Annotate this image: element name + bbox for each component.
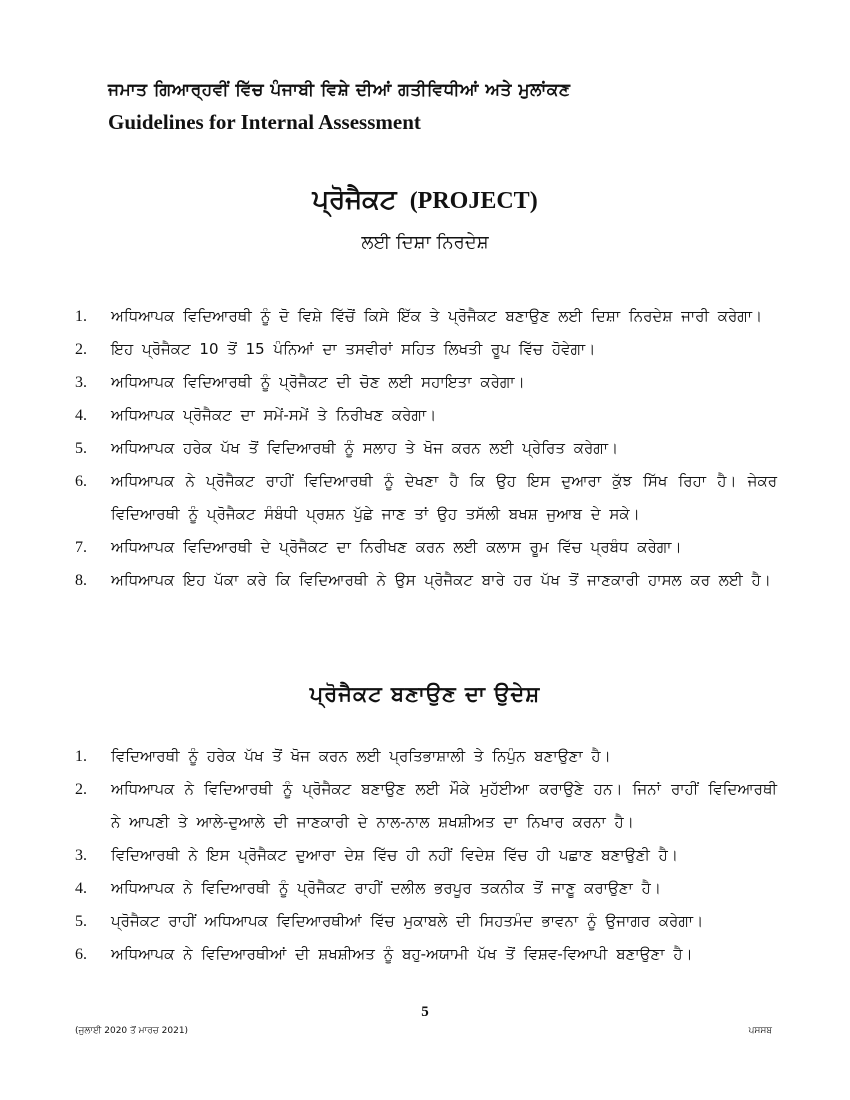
- item-number: 3.: [75, 847, 87, 864]
- item-number: 8.: [75, 572, 87, 589]
- item-text: ਅਧਿਆਪਕ ਵਿਦਿਆਰਥੀ ਦੇ ਪ੍ਰੋਜੈਕਟ ਦਾ ਨਿਰੀਖਣ ਕਰਨ ਲਈ ਕਲਾਸ ਰੂਮ ਵਿੱਚ ਪ੍ਰਬੰਧ ਕਰੇਗਾ।: [111, 538, 682, 556]
- item-text: ਅਧਿਆਪਕ ਵਿਦਿਆਰਥੀ ਨੂੰ ਦੋ ਵਿਸ਼ੇ ਵਿੱਚੋਂ ਕਿਸੇ ਇੱਕ ਤੇ ਪ੍ਰੋਜੈਕਟ ਬਣਾਉਣ ਲਈ ਦਿਸ਼ਾ ਨਿਰਦੇਸ਼ ਜਾਰੀ ਕਰੇਗਾ।: [111, 307, 763, 325]
- item-text: ਵਿਦਿਆਰਥੀ ਨੂੰ ਹਰੇਕ ਪੱਖ ਤੋਂ ਖੋਜ ਕਰਨ ਲਈ ਪ੍ਰਤਿਭਾਸ਼ਾਲੀ ਤੇ ਨਿਪੁੰਨ ਬਣਾਉਣਾ ਹੈ।: [111, 747, 611, 765]
- guidelines-list: [75, 300, 777, 597]
- item-text: ਅਧਿਆਪਕ ਨੇ ਵਿਦਿਆਰਥੀ ਨੂੰ ਪ੍ਰੋਜੈਕਟ ਰਾਹੀਂ ਦਲੀਲ ਭਰਪੂਰ ਤਕਨੀਕ ਤੋਂ ਜਾਣੂ ਕਰਾਉਣਾ ਹੈ।: [111, 879, 661, 897]
- item-text: ਅਧਿਆਪਕ ਨੇ ਵਿਦਿਆਰਥੀ ਨੂੰ ਪ੍ਰੋਜੈਕਟ ਬਣਾਉਣ ਲਈ ਮੌਕੇ ਮੁਹੱਈਆ ਕਰਾਉਣੇ ਹਨ। ਜਿਨਾਂ ਰਾਹੀਂ ਵਿਦਿਆਰਥੀ ਨੇ ਆਪਣੀ ਤੇ ਆਲੇ-ਦੁਆਲੇ ਦੀ ਜਾਣਕਾਰੀ ਦੇ ਨਾਲ-ਨਾਲ ਸ਼ਖਸ਼ੀਅਤ ਦਾ ਨਿਖਾਰ ਕਰਨਾ ਹੈ।: [111, 780, 777, 831]
- header-english: Guidelines for Internal Assessment: [108, 110, 421, 134]
- objectives-list: [75, 740, 777, 971]
- header-punjabi: ਜਮਾਤ ਗਿਆਰ੍ਹਵੀਂ ਵਿੱਚ ਪੰਜਾਬੀ ਵਿਸ਼ੇ ਦੀਆਂ ਗਤੀਵਿਧੀਆਂ ਅਤੇ ਮੁਲਾਂਕਣ: [108, 80, 571, 100]
- list-item: [75, 465, 777, 531]
- item-text: ਇਹ ਪ੍ਰੋਜੈਕਟ 10 ਤੋਂ 15 ਪੰਨਿਆਂ ਦਾ ਤਸਵੀਰਾਂ ਸਹਿਤ ਲਿਖਤੀ ਰੂਪ ਵਿੱਚ ਹੋਵੇਗਾ।: [111, 340, 596, 358]
- item-number: 5.: [75, 913, 87, 930]
- list-item: [75, 740, 777, 773]
- item-text: ਅਧਿਆਪਕ ਨੇ ਪ੍ਰੋਜੈਕਟ ਰਾਹੀਂ ਵਿਦਿਆਰਥੀ ਨੂੰ ਦੇਖਣਾ ਹੈ ਕਿ ਉਹ ਇਸ ਦੁਆਰਾ ਕੁੱਝ ਸਿੱਖ ਰਿਹਾ ਹੈ। ਜੇਕਰ ਵਿਦਿਆਰਥੀ ਨੂੰ ਪ੍ਰੋਜੈਕਟ ਸੰਬੰਧੀ ਪ੍ਰਸ਼ਨ ਪੁੱਛੇ ਜਾਣ ਤਾਂ ਉਹ ਤਸੱਲੀ ਬਖਸ਼ ਜੁਆਬ ਦੇ ਸਕੇ।: [111, 472, 777, 523]
- item-number: 6.: [75, 946, 87, 963]
- page-subtitle: ਲਈ ਦਿਸ਼ਾ ਨਿਰਦੇਸ਼: [361, 232, 489, 253]
- list-item: [75, 300, 777, 333]
- page-number: 5: [421, 1004, 429, 1020]
- item-text: ਅਧਿਆਪਕ ਵਿਦਿਆਰਥੀ ਨੂੰ ਪ੍ਰੋਜੈਕਟ ਦੀ ਚੋਣ ਲਈ ਸਹਾਇਤਾ ਕਰੇਗਾ।: [111, 373, 525, 391]
- item-text: ਅਧਿਆਪਕ ਪ੍ਰੋਜੈਕਟ ਦਾ ਸਮੇਂ-ਸਮੇਂ ਤੇ ਨਿਰੀਖਣ ਕਰੇਗਾ।: [111, 406, 437, 424]
- list-item: [75, 531, 777, 564]
- objectives-heading: ਪ੍ਰੋਜੈਕਟ ਬਣਾਉਣ ਦਾ ਉਦੇਸ਼: [309, 682, 541, 706]
- title-punjabi: ਪ੍ਰੋਜੈਕਟ: [312, 185, 397, 215]
- list-item: [75, 839, 777, 872]
- list-item: [75, 773, 777, 839]
- item-text: ਵਿਦਿਆਰਥੀ ਨੇ ਇਸ ਪ੍ਰੋਜੈਕਟ ਦੁਆਰਾ ਦੇਸ਼ ਵਿੱਚ ਹੀ ਨਹੀਂ ਵਿਦੇਸ਼ ਵਿੱਚ ਹੀ ਪਛਾਣ ਬਣਾਉਣੀ ਹੈ।: [111, 846, 678, 864]
- footer-date-range: (ਜੁਲਾਈ 2020 ਤੋਂ ਮਾਰਚ 2021): [75, 1026, 189, 1036]
- item-number: 1.: [75, 748, 87, 765]
- item-number: 5.: [75, 440, 87, 457]
- item-number: 4.: [75, 407, 87, 424]
- item-number: 6.: [75, 473, 87, 490]
- title-english: (PROJECT): [409, 188, 538, 214]
- item-text: ਅਧਿਆਪਕ ਹਰੇਕ ਪੱਖ ਤੋਂ ਵਿਦਿਆਰਥੀ ਨੂੰ ਸਲਾਹ ਤੇ ਖੋਜ ਕਰਨ ਲਈ ਪ੍ਰੇਰਿਤ ਕਰੇਗਾ।: [111, 439, 619, 457]
- item-number: 7.: [75, 539, 87, 556]
- page-title: [0, 185, 850, 216]
- item-text: ਅਧਿਆਪਕ ਇਹ ਪੱਕਾ ਕਰੇ ਕਿ ਵਿਦਿਆਰਥੀ ਨੇ ਉਸ ਪ੍ਰੋਜੈਕਟ ਬਾਰੇ ਹਰ ਪੱਖ ਤੋਂ ਜਾਣਕਾਰੀ ਹਾਸਲ ਕਰ ਲਈ ਹੈ।: [111, 571, 771, 589]
- item-number: 3.: [75, 374, 87, 391]
- list-item: [75, 366, 777, 399]
- item-text: ਅਧਿਆਪਕ ਨੇ ਵਿਦਿਆਰਥੀਆਂ ਦੀ ਸ਼ਖਸ਼ੀਅਤ ਨੂੰ ਬਹੁ-ਅਯਾਮੀ ਪੱਖ ਤੋਂ ਵਿਸ਼ਵ-ਵਿਆਪੀ ਬਣਾਉਣਾ ਹੈ।: [111, 945, 693, 963]
- item-number: 4.: [75, 880, 87, 897]
- list-item: [75, 938, 777, 971]
- item-number: 2.: [75, 341, 87, 358]
- list-item: [75, 872, 777, 905]
- list-item: [75, 564, 777, 597]
- item-text: ਪ੍ਰੋਜੈਕਟ ਰਾਹੀਂ ਅਧਿਆਪਕ ਵਿਦਿਆਰਥੀਆਂ ਵਿੱਚ ਮੁਕਾਬਲੇ ਦੀ ਸਿਹਤਮੰਦ ਭਾਵਨਾ ਨੂੰ ਉਜਾਗਰ ਕਰੇਗਾ।: [111, 912, 704, 930]
- item-number: 2.: [75, 781, 87, 798]
- list-item: [75, 905, 777, 938]
- list-item: [75, 333, 777, 366]
- item-number: 1.: [75, 308, 87, 325]
- list-item: [75, 399, 777, 432]
- footer-board-abbrev: ਪਸਸਬ: [748, 1026, 772, 1036]
- list-item: [75, 432, 777, 465]
